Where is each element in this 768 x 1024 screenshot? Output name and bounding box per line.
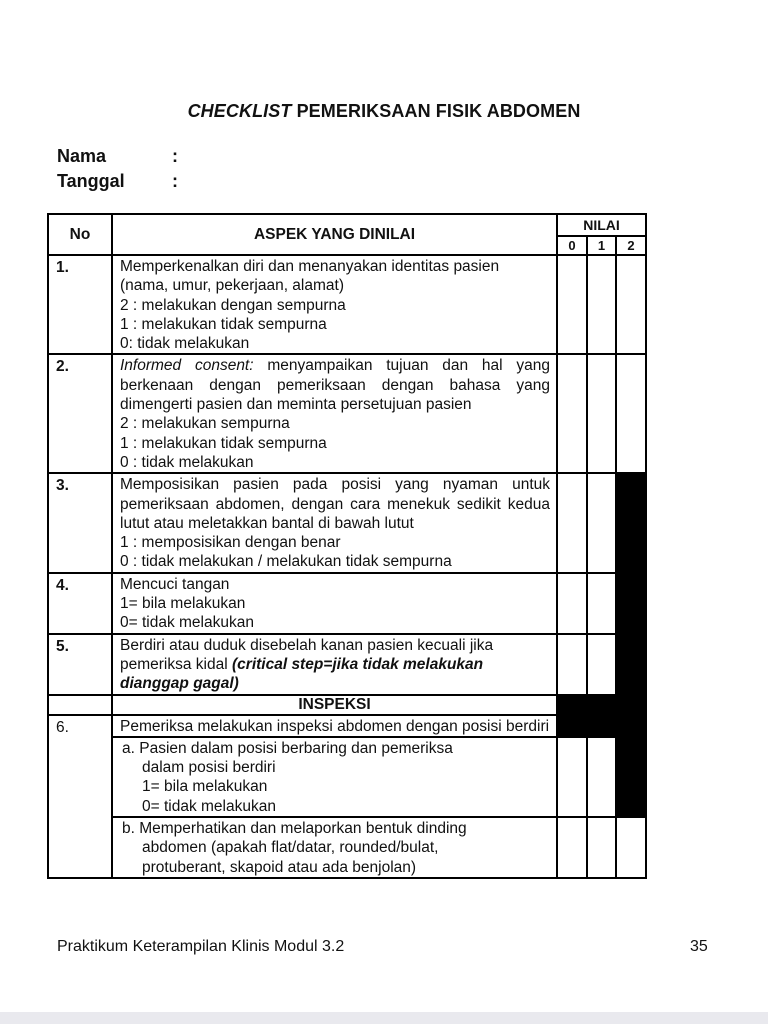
header-score: NILAI: [557, 214, 646, 236]
score-cell-0[interactable]: [557, 473, 587, 572]
checklist-table: [47, 213, 647, 879]
row-option: 1 : melakukan tidak sempurna: [120, 434, 327, 452]
subrow-text: abdomen (apakah flat/datar, rounded/bulat,: [142, 839, 439, 857]
table-row: [48, 715, 646, 737]
score-cell-2-disabled: [616, 737, 646, 817]
row-number: 3.: [48, 473, 112, 572]
bottom-strip: [0, 1012, 768, 1024]
score-cell-1[interactable]: [587, 354, 616, 473]
score-cell-1[interactable]: [587, 634, 616, 695]
row-text-lead: Berdiri atau duduk disebelah kanan pasien kecuali jika pemeriksa kidal: [120, 636, 494, 673]
row-description: [112, 573, 557, 634]
score-cell-2[interactable]: [616, 255, 646, 354]
informed-consent-label: Informed consent:: [120, 357, 254, 375]
row-option: 0: tidak melakukan: [120, 335, 250, 353]
row-text: Memposisikan pasien pada posisi yang nyaman untuk pemeriksaan abdomen, dengan cara menekuk sedikit kedua lutut atau meletakkan bantal di bawah lutut: [120, 476, 550, 532]
score-cell-1[interactable]: [587, 737, 616, 817]
row-description: [112, 634, 557, 695]
row-option: 1 : melakukan tidak sempurna: [120, 315, 327, 333]
score-cell-1[interactable]: [587, 573, 616, 634]
name-label: Nama: [57, 146, 107, 166]
row-option: 1= bila melakukan: [120, 595, 246, 613]
row-option: 2 : melakukan dengan sempurna: [120, 296, 346, 314]
header-score-1: 1: [587, 236, 616, 255]
subrow-label: b. Memperhatikan dan melaporkan bentuk dinding: [122, 820, 467, 838]
score-cell-2-disabled: [616, 634, 646, 695]
score-cell-1[interactable]: [587, 473, 616, 572]
table-subrow: [48, 737, 646, 817]
score-cell-1-disabled: [587, 715, 616, 737]
score-cell-1-disabled: [587, 695, 616, 715]
table-row: [48, 473, 646, 572]
row-option: 1 : memposisikan dengan benar: [120, 534, 341, 552]
footer-module: Praktikum Keterampilan Klinis Modul 3.2: [57, 938, 345, 955]
score-cell-0[interactable]: [557, 817, 587, 878]
score-cell-2[interactable]: [616, 354, 646, 473]
section-title: INSPEKSI: [112, 695, 557, 715]
table-subrow: [48, 817, 646, 878]
row-number: 1.: [48, 255, 112, 354]
row-number: 6.: [48, 715, 112, 878]
score-cell-2-disabled: [616, 695, 646, 715]
row-option: 0 : tidak melakukan: [120, 453, 254, 471]
row-description: [112, 354, 557, 473]
row-option: 0= tidak melakukan: [120, 614, 254, 632]
row-text: Mencuci tangan: [120, 575, 230, 593]
score-cell-2[interactable]: [616, 817, 646, 878]
name-colon: :: [172, 146, 178, 166]
score-cell-0[interactable]: [557, 634, 587, 695]
score-cell-2-disabled: [616, 473, 646, 572]
subrow-text: protuberant, skapoid atau ada benjolan): [142, 858, 417, 876]
table-row: [48, 634, 646, 695]
score-cell-1[interactable]: [587, 255, 616, 354]
score-cell-0-disabled: [557, 715, 587, 737]
row-option: 2 : melakukan sempurna: [120, 415, 290, 433]
score-cell-2-disabled: [616, 715, 646, 737]
row-number: 2.: [48, 354, 112, 473]
date-label: Tanggal: [57, 171, 125, 191]
table-row: [48, 573, 646, 634]
row-text: [120, 356, 550, 414]
section-no-cell: [48, 695, 112, 715]
table-header-row: [48, 214, 646, 236]
subrow-label: a. Pasien dalam posisi berbaring dan pemeriksa: [122, 739, 453, 757]
page-title: [0, 101, 768, 122]
title-italic: CHECKLIST: [187, 101, 292, 121]
row-description: [112, 255, 557, 354]
row-text: [120, 636, 550, 694]
header-score-2: 2: [616, 236, 646, 255]
row-text: Memperkenalkan diri dan menanyakan identitas pasien (nama, umur, pekerjaan, alamat): [120, 258, 500, 295]
row-description: [112, 715, 557, 737]
subrow-text: dalam posisi berdiri: [142, 759, 276, 777]
critical-step-note: (critical step=jika tidak melakukan dianggap gagal): [120, 655, 484, 693]
subrow-option: 0= tidak melakukan: [142, 797, 276, 815]
row-number: 5.: [48, 634, 112, 695]
table-row: [48, 255, 646, 354]
score-cell-1[interactable]: [587, 817, 616, 878]
score-cell-0[interactable]: [557, 573, 587, 634]
row-description: [112, 473, 557, 572]
score-cell-0[interactable]: [557, 255, 587, 354]
score-cell-0-disabled: [557, 695, 587, 715]
name-field: [57, 146, 178, 167]
row-number: 4.: [48, 573, 112, 634]
header-score-0: 0: [557, 236, 587, 255]
table-row: [48, 354, 646, 473]
row-text: Pemeriksa melakukan inspeksi abdomen dengan posisi berdiri: [120, 717, 550, 735]
score-cell-0[interactable]: [557, 354, 587, 473]
score-cell-2-disabled: [616, 573, 646, 634]
subrow-description: [112, 817, 557, 878]
date-colon: :: [172, 171, 178, 191]
header-aspect: ASPEK YANG DINILAI: [112, 214, 557, 255]
title-rest: PEMERIKSAAN FISIK ABDOMEN: [291, 101, 581, 121]
score-cell-0[interactable]: [557, 737, 587, 817]
header-no: No: [48, 214, 112, 255]
row-text-rest: menyampaikan tujuan dan hal yang berkenaan dengan pemeriksaan dengan bahasa yang dimengerti pasien dan meminta persetujuan pasien: [120, 357, 551, 414]
row-option: 0 : tidak melakukan / melakukan tidak sempurna: [120, 553, 452, 571]
page-number: 35: [690, 938, 708, 955]
subrow-option: 1= bila melakukan: [142, 778, 268, 796]
subrow-description: [112, 737, 557, 817]
section-row: [48, 695, 646, 715]
date-field: [57, 171, 178, 192]
